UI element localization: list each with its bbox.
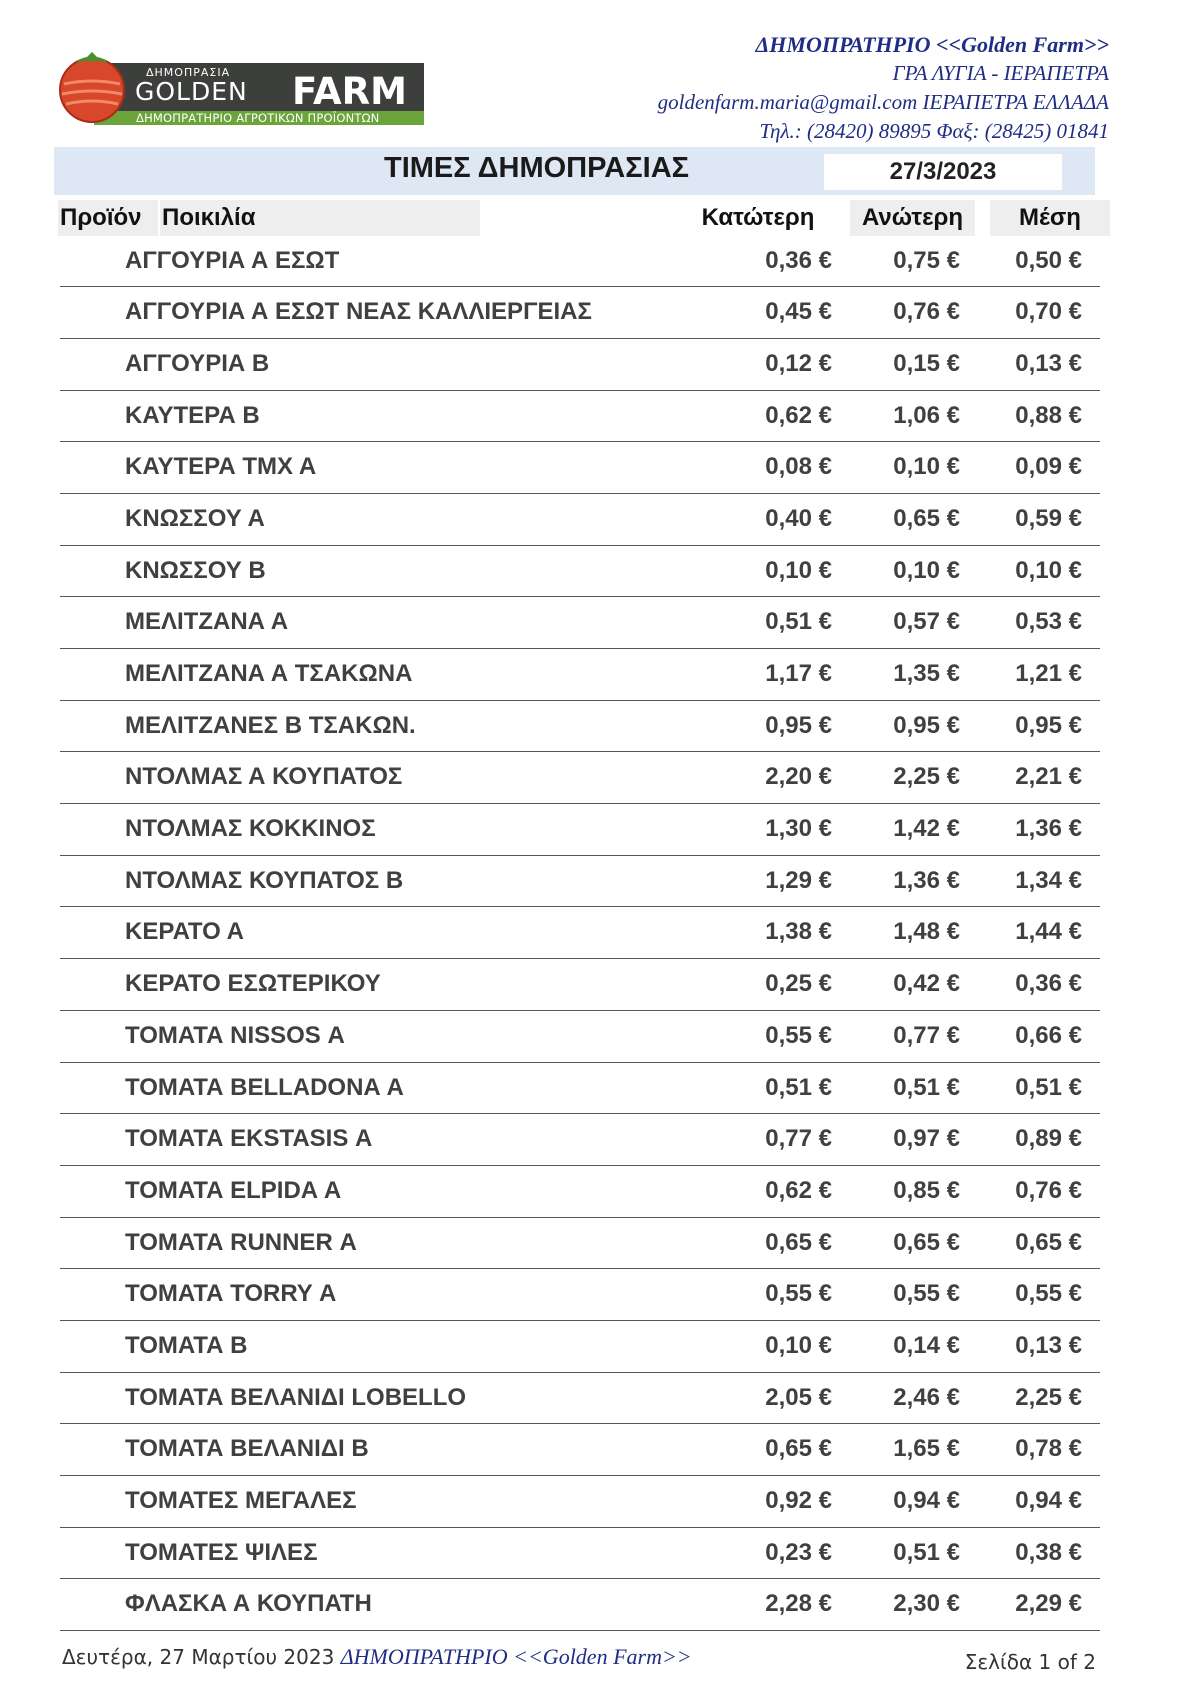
company-email-line: goldenfarm.maria@gmail.com ΙΕΡΑΠΕΤΡΑ ΕΛΛΑΔΑ	[657, 90, 1109, 114]
row-variety-name: ΦΛΑΣΚΑ Α ΚΟΥΠΑΤΗ	[125, 1590, 372, 1618]
table-row	[60, 1113, 1100, 1165]
row-variety-name: ΚΑΥΤΕΡΑ ΤΜΧ Α	[125, 453, 317, 481]
row-avg-price: 1,21 €	[1015, 660, 1082, 687]
row-high-price: 0,51 €	[893, 1538, 960, 1566]
column-header-high: Ανώτερη	[850, 200, 975, 236]
logo-golden-text: GOLDEN	[135, 77, 248, 106]
row-low-price: 0,51 €	[765, 608, 832, 636]
table-row	[60, 545, 1100, 597]
row-high-price: 0,85 €	[893, 1176, 960, 1204]
row-avg-price: 2,21 €	[1015, 763, 1082, 791]
row-low-price: 0,40 €	[765, 504, 832, 532]
table-row	[60, 855, 1100, 907]
tomato-icon	[54, 48, 130, 124]
row-variety-name: ΤΟΜΑΤΑ RUNNER Α	[125, 1228, 357, 1256]
row-variety-name: ΤΟΜΑΤΕΣ ΨΙΛΕΣ	[125, 1538, 318, 1566]
company-logo	[54, 48, 424, 124]
logo-subtitle: ΔΗΜΟΠΡΑΤΗΡΙΟ ΑΓΡΟΤΙΚΩΝ ΠΡΟΪΟΝΤΩΝ	[136, 111, 380, 125]
footer-company: ΔΗΜΟΠΡΑΤΗΡΙΟ <<Golden Farm>>	[340, 1644, 692, 1669]
row-avg-price: 1,44 €	[1015, 918, 1082, 946]
table-row	[60, 1217, 1100, 1269]
table-row	[60, 596, 1100, 648]
table-row	[60, 958, 1100, 1010]
table-row	[60, 1372, 1100, 1424]
row-low-price: 0,92 €	[765, 1487, 832, 1514]
column-header-product: Προϊόν	[58, 200, 158, 236]
company-name: ΔΗΜΟΠΡΑΤΗΡΙΟ <<Golden Farm>>	[755, 32, 1109, 57]
row-low-price: 0,10 €	[765, 556, 832, 584]
row-variety-name: ΜΕΛΙΤΖΑΝΕΣ Β ΤΣΑΚΩΝ.	[125, 711, 416, 739]
row-variety-name: ΝΤΟΛΜΑΣ ΚΟΥΠΑΤΟΣ Β	[125, 866, 404, 894]
row-avg-price: 0,95 €	[1015, 711, 1082, 739]
row-high-price: 2,46 €	[893, 1383, 960, 1411]
row-variety-name: ΚΕΡΑΤΟ ΕΣΩΤΕΡΙΚΟΥ	[125, 970, 381, 998]
row-high-price: 0,97 €	[893, 1125, 960, 1153]
row-variety-name: ΤΟΜΑΤΑ ΒΕΛΑΝΙΔΙ Β	[125, 1435, 369, 1463]
footer-date: Δευτέρα, 27 Μαρτίου 2023	[62, 1645, 335, 1669]
logo-farm-text: FARM	[292, 70, 407, 113]
row-low-price: 0,55 €	[765, 1021, 832, 1049]
footer-left	[62, 1644, 692, 1670]
table-row	[60, 338, 1100, 390]
row-high-price: 0,10 €	[893, 453, 960, 481]
column-header-avg: Μέση	[990, 200, 1110, 236]
row-high-price: 0,55 €	[893, 1280, 960, 1308]
row-low-price: 1,30 €	[765, 815, 832, 843]
company-location: ΓΡΑ ΛΥΓΙΑ - ΙΕΡΑΠΕΤΡΑ	[892, 61, 1109, 85]
row-high-price: 1,42 €	[893, 815, 960, 843]
row-low-price: 0,55 €	[765, 1280, 832, 1308]
table-row	[60, 1062, 1100, 1114]
row-high-price: 1,48 €	[893, 918, 960, 946]
company-info	[658, 30, 1109, 146]
row-high-price: 1,06 €	[893, 401, 960, 429]
row-avg-price: 0,65 €	[1015, 1228, 1082, 1256]
row-high-price: 0,42 €	[893, 970, 960, 998]
row-variety-name: ΑΓΓΟΥΡΙΑ Α ΕΣΩΤ	[125, 247, 340, 274]
row-high-price: 1,35 €	[893, 660, 960, 687]
row-variety-name: ΤΟΜΑΤΑ ELPIDA Α	[125, 1176, 342, 1204]
row-avg-price: 0,50 €	[1015, 247, 1082, 274]
row-low-price: 0,65 €	[765, 1435, 832, 1463]
row-avg-price: 0,09 €	[1015, 453, 1082, 481]
row-low-price: 0,51 €	[765, 1073, 832, 1101]
table-row	[60, 493, 1100, 545]
table-row	[60, 1423, 1100, 1475]
row-high-price: 0,10 €	[893, 556, 960, 584]
row-variety-name: ΑΓΓΟΥΡΙΑ Α ΕΣΩΤ ΝΕΑΣ ΚΑΛΛΙΕΡΓΕΙΑΣ	[125, 298, 592, 326]
table-row	[60, 1010, 1100, 1062]
logo-small-text: ΔΗΜΟΠΡΑΣΙΑ	[146, 66, 231, 79]
table-row	[60, 648, 1100, 700]
row-variety-name: ΑΓΓΟΥΡΙΑ Β	[125, 349, 270, 377]
row-low-price: 0,95 €	[765, 711, 832, 739]
row-low-price: 0,36 €	[765, 247, 832, 274]
row-high-price: 0,65 €	[893, 1228, 960, 1256]
row-low-price: 0,77 €	[765, 1125, 832, 1153]
row-high-price: 0,14 €	[893, 1331, 960, 1359]
table-row	[60, 1268, 1100, 1320]
row-low-price: 0,23 €	[765, 1538, 832, 1566]
row-variety-name: ΝΤΟΛΜΑΣ Α ΚΟΥΠΑΤΟΣ	[125, 763, 403, 791]
row-variety-name: ΤΟΜΑΤΑ NISSOS Α	[125, 1021, 345, 1049]
row-avg-price: 1,34 €	[1015, 866, 1082, 894]
table-row	[60, 1475, 1100, 1527]
row-avg-price: 0,13 €	[1015, 1331, 1082, 1359]
table-row	[60, 803, 1100, 855]
row-avg-price: 0,36 €	[1015, 970, 1082, 998]
title-bar	[54, 147, 1095, 195]
row-high-price: 0,76 €	[893, 298, 960, 326]
table-row	[60, 236, 1100, 286]
row-avg-price: 1,36 €	[1015, 815, 1082, 843]
row-avg-price: 0,55 €	[1015, 1280, 1082, 1308]
row-high-price: 0,57 €	[893, 608, 960, 636]
row-low-price: 2,05 €	[765, 1383, 832, 1411]
row-low-price: 0,08 €	[765, 453, 832, 481]
row-low-price: 0,62 €	[765, 1176, 832, 1204]
row-high-price: 2,25 €	[893, 763, 960, 791]
row-avg-price: 0,10 €	[1015, 556, 1082, 584]
row-variety-name: ΚΑΥΤΕΡΑ Β	[125, 401, 260, 429]
row-avg-price: 0,66 €	[1015, 1021, 1082, 1049]
row-avg-price: 0,51 €	[1015, 1073, 1082, 1101]
row-high-price: 0,94 €	[893, 1487, 960, 1514]
row-low-price: 0,10 €	[765, 1331, 832, 1359]
row-low-price: 0,65 €	[765, 1228, 832, 1256]
row-high-price: 0,65 €	[893, 504, 960, 532]
auction-date: 27/3/2023	[824, 154, 1062, 190]
row-high-price: 1,36 €	[893, 866, 960, 894]
row-avg-price: 0,88 €	[1015, 401, 1082, 429]
table-row	[60, 441, 1100, 493]
footer-page-number: Σελίδα 1 of 2	[964, 1650, 1096, 1674]
column-header-low: Κατώτερη	[688, 200, 828, 236]
table-row	[60, 751, 1100, 803]
row-variety-name: ΤΟΜΑΤΑ EKSTASIS Α	[125, 1125, 373, 1153]
row-avg-price: 0,94 €	[1015, 1487, 1082, 1514]
row-variety-name: ΤΟΜΑΤΑ TORRY Α	[125, 1280, 337, 1308]
table-row	[60, 286, 1100, 338]
row-low-price: 0,62 €	[765, 401, 832, 429]
table-row	[60, 1165, 1100, 1217]
row-variety-name: ΚΝΩΣΣΟΥ Α	[125, 504, 265, 532]
row-avg-price: 0,78 €	[1015, 1435, 1082, 1463]
row-avg-price: 0,70 €	[1015, 298, 1082, 326]
row-variety-name: ΤΟΜΑΤΑ BELLADONA Α	[125, 1073, 404, 1101]
table-row	[60, 906, 1100, 958]
row-low-price: 0,45 €	[765, 298, 832, 326]
row-high-price: 0,51 €	[893, 1073, 960, 1101]
row-low-price: 0,12 €	[765, 349, 832, 377]
row-variety-name: ΜΕΛΙΤΖΑΝΑ Α ΤΣΑΚΩΝΑ	[125, 660, 413, 687]
column-header-variety: Ποικιλία	[160, 200, 480, 236]
row-variety-name: ΚΕΡΑΤΟ Α	[125, 918, 244, 946]
row-variety-name: ΤΟΜΑΤΑ Β	[125, 1331, 248, 1359]
table-row	[60, 1320, 1100, 1372]
table-row	[60, 390, 1100, 442]
row-variety-name: ΤΟΜΑΤΑ ΒΕΛΑΝΙΔΙ LOBELLO	[125, 1383, 467, 1411]
row-avg-price: 0,38 €	[1015, 1538, 1082, 1566]
row-high-price: 2,30 €	[893, 1590, 960, 1618]
row-avg-price: 0,89 €	[1015, 1125, 1082, 1153]
row-high-price: 1,65 €	[893, 1435, 960, 1463]
row-high-price: 0,77 €	[893, 1021, 960, 1049]
row-low-price: 2,28 €	[765, 1590, 832, 1618]
row-low-price: 1,38 €	[765, 918, 832, 946]
price-table	[60, 236, 1100, 1630]
row-high-price: 0,95 €	[893, 711, 960, 739]
row-avg-price: 2,25 €	[1015, 1383, 1082, 1411]
row-high-price: 0,75 €	[893, 247, 960, 274]
table-bottom-rule	[60, 1630, 1100, 1631]
row-avg-price: 0,59 €	[1015, 504, 1082, 532]
row-avg-price: 2,29 €	[1015, 1590, 1082, 1618]
row-variety-name: ΝΤΟΛΜΑΣ ΚΟΚΚΙΝΟΣ	[125, 815, 376, 843]
table-row	[60, 700, 1100, 752]
row-low-price: 1,29 €	[765, 866, 832, 894]
table-row	[60, 1578, 1100, 1630]
row-variety-name: ΤΟΜΑΤΕΣ ΜΕΓΑΛΕΣ	[125, 1487, 357, 1514]
company-phone-line: Τηλ.: (28420) 89895 Φαξ: (28425) 01841	[759, 119, 1109, 143]
row-variety-name: ΜΕΛΙΤΖΑΝΑ Α	[125, 608, 289, 636]
page-title: ΤΙΜΕΣ ΔΗΜΟΠΡΑΣΙΑΣ	[384, 152, 690, 184]
row-high-price: 0,15 €	[893, 349, 960, 377]
row-low-price: 2,20 €	[765, 763, 832, 791]
row-low-price: 1,17 €	[765, 660, 832, 687]
table-row	[60, 1527, 1100, 1579]
row-avg-price: 0,76 €	[1015, 1176, 1082, 1204]
row-variety-name: ΚΝΩΣΣΟΥ Β	[125, 556, 266, 584]
row-low-price: 0,25 €	[765, 970, 832, 998]
row-avg-price: 0,53 €	[1015, 608, 1082, 636]
row-avg-price: 0,13 €	[1015, 349, 1082, 377]
